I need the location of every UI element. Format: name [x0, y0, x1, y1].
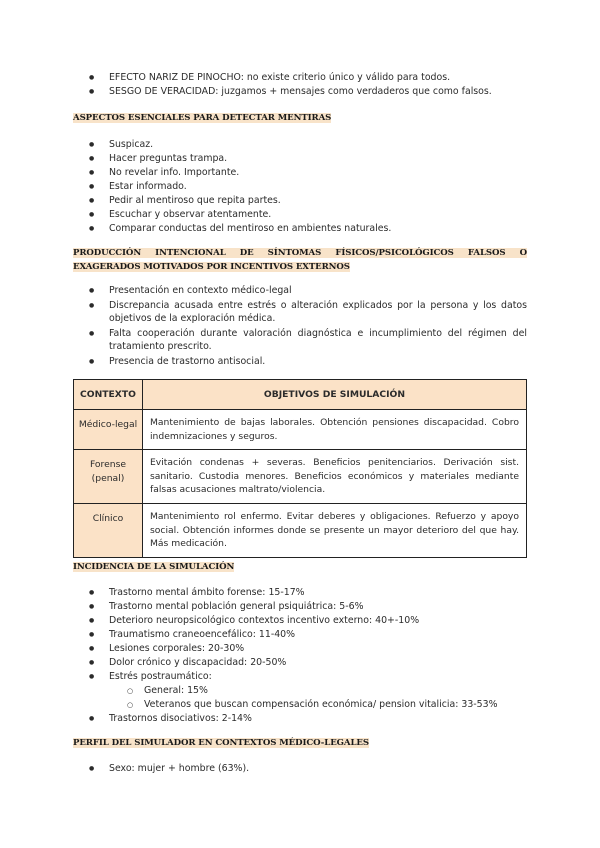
- section-heading-perfil: PERFIL DEL SIMULADOR EN CONTEXTOS MÉDICO-LEGALES: [73, 738, 369, 748]
- list-item: ● Sexo: mujer + hombre (63%).: [89, 762, 529, 776]
- intro-bullet-list: [89, 71, 529, 99]
- list-item: ● Escuchar y observar atentamente.: [89, 208, 529, 222]
- list-item: ● Suspicaz.: [89, 138, 529, 152]
- table-cell-context: Médico-legal: [74, 410, 143, 450]
- list-item: ● Falta cooperación durante valoración diagnóstica e incumplimiento del régimen del tratamiento prescrito.: [89, 327, 527, 354]
- list-item: ● Hacer preguntas trampa.: [89, 152, 529, 166]
- aspectos-bullet-list: [89, 138, 529, 236]
- list-item: ● Presencia de trastorno antisocial.: [89, 355, 527, 369]
- table-row: [74, 410, 527, 450]
- list-item: ● EFECTO NARIZ DE PINOCHO: no existe criterio único y válido para todos.: [89, 71, 529, 85]
- list-item: ● Pedir al mentiroso que repita partes.: [89, 194, 529, 208]
- sub-list-item: ○ General: 15%: [89, 684, 529, 698]
- list-item: ● Comparar conductas del mentiroso en ambientes naturales.: [89, 222, 529, 236]
- table-row: [74, 504, 527, 558]
- list-item: ● Deterioro neuropsicológico contextos incentivo externo: 40+-10%: [89, 614, 529, 628]
- table-cell-objectives: Evitación condenas + severas. Beneficios penitenciarios. Derivación sist. sanitario. Custodia menores. Beneficios económicos y materiales mediante falsas acusaciones maltrato/violencia.: [143, 450, 527, 504]
- column-header-objectives: OBJETIVOS DE SIMULACIÓN: [143, 380, 527, 410]
- table-cell-context: Forense (penal): [74, 450, 143, 504]
- list-item: ● Estar informado.: [89, 180, 529, 194]
- list-item: ● Dolor crónico y discapacidad: 20-50%: [89, 656, 529, 670]
- incidencia-bullet-list: [89, 586, 529, 726]
- sub-list-item: ○ Veteranos que buscan compensación económica/ pension vitalicia: 33-53%: [89, 698, 529, 712]
- table-cell-context: Clínico: [74, 504, 143, 558]
- section-heading-aspectos: ASPECTOS ESENCIALES PARA DETECTAR MENTIRAS: [73, 113, 332, 123]
- simulation-objectives-table: [73, 379, 527, 558]
- list-item: ● Lesiones corporales: 20-30%: [89, 642, 529, 656]
- table-header-row: [74, 380, 527, 410]
- section-heading-produccion: PRODUCCIÓN INTENCIONAL DE SÍNTOMAS FÍSICOS/PSICOLÓGICOS FALSOS O EXAGERADOS MOTIVADOS POR INCENTIVOS EXTERNOS: [73, 248, 527, 272]
- column-header-context: CONTEXTO: [74, 380, 143, 410]
- list-item: ● Presentación en contexto médico-legal: [89, 284, 527, 298]
- list-item: ● Trastornos disociativos: 2-14%: [89, 712, 529, 726]
- section-heading-incidencia: INCIDENCIA DE LA SIMULACIÓN: [73, 562, 235, 572]
- produccion-bullet-list: [89, 284, 527, 369]
- list-item: ● Traumatismo craneoencefálico: 11-40%: [89, 628, 529, 642]
- list-item: ● No revelar info. Importante.: [89, 166, 529, 180]
- list-item: ● Estrés postraumático:: [89, 670, 529, 684]
- list-item: ● Trastorno mental población general psiquiátrica: 5-6%: [89, 600, 529, 614]
- table-cell-objectives: Mantenimiento de bajas laborales. Obtención pensiones discapacidad. Cobro indemnizaciones y seguros.: [143, 410, 527, 450]
- perfil-bullet-list: [89, 762, 529, 776]
- table-row: [74, 450, 527, 504]
- list-item: ● Discrepancia acusada entre estrés o alteración explicados por la persona y los datos objetivos de la exploración médica.: [89, 299, 527, 326]
- table-cell-objectives: Mantenimiento rol enfermo. Evitar deberes y obligaciones. Refuerzo y apoyo social. Obtención informes donde se presente un mayor deterioro del que hay. Más medicación.: [143, 504, 527, 558]
- list-item: ● Trastorno mental ámbito forense: 15-17%: [89, 586, 529, 600]
- list-item: ● SESGO DE VERACIDAD: juzgamos + mensajes como verdaderos que como falsos.: [89, 85, 529, 99]
